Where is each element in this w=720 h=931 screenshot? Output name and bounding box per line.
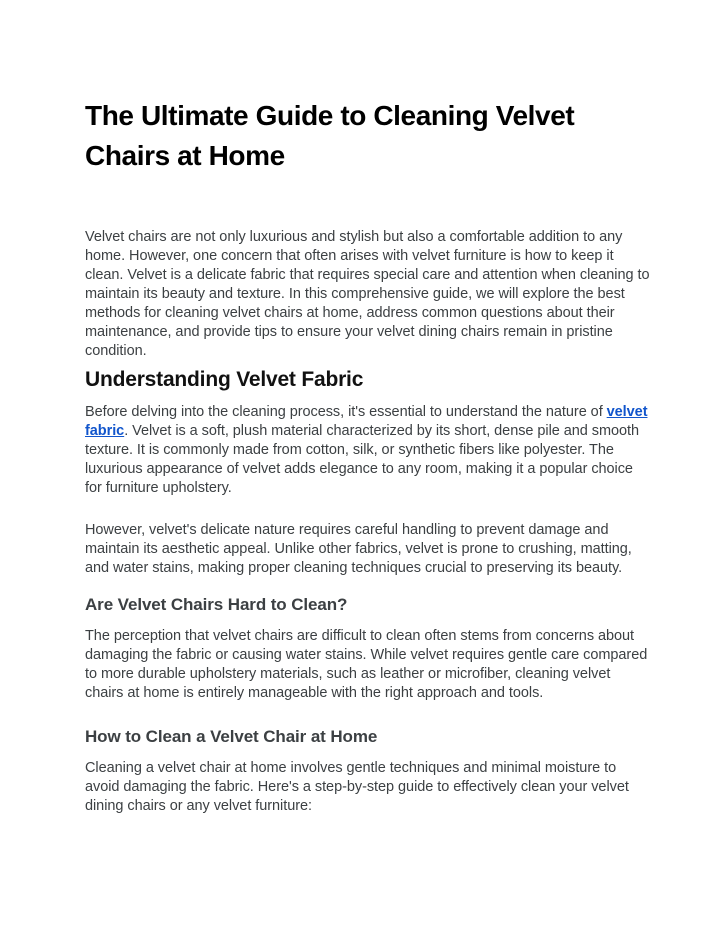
document-title: The Ultimate Guide to Cleaning Velvet Chairs at Home <box>85 100 575 171</box>
subsection-heading-are-velvet-chairs-hard-to-clean: Are Velvet Chairs Hard to Clean? <box>85 595 348 614</box>
how-to-clean-paragraph: Cleaning a velvet chair at home involves gentle techniques and minimal moisture to avoid damaging the fabric. Here's a step-by-step guide to effectively clean your velvet dining chairs or any velvet furniture: <box>85 760 629 814</box>
intro-paragraph: Velvet chairs are not only luxurious and stylish but also a comfortable addition to any home. However, one concern that often arises with velvet furniture is how to keep it clean. Velvet is a delicate fabric that requires special care and attention when cleaning to maintain its beauty and texture. In this comprehensive guide, we will explore the best methods for cleaning velvet chairs at home, address common questions about their maintenance, and provide tips to ensure your velvet dining chairs remain in pristine condition. <box>85 229 650 359</box>
section-heading-understanding-velvet-fabric: Understanding Velvet Fabric <box>85 368 364 391</box>
understanding-paragraph-text-after-link: . Velvet is a soft, plush material characterized by its short, dense pile and smooth texture. It is commonly made from cotton, silk, or synthetic fibers like polyester. The luxurious appearance of velvet adds elegance to any room, making it a popular choice for furniture upholstery. <box>85 423 640 496</box>
understanding-paragraph-text-before-link: Before delving into the cleaning process, it's essential to understand the nature of <box>85 404 607 420</box>
hard-to-clean-paragraph: The perception that velvet chairs are difficult to clean often stems from concerns about damaging the fabric or causing water stains. While velvet requires gentle care compared to more durable upholstery materials, such as leather or microfiber, cleaning velvet chairs at home is entirely manageable with the right approach and tools. <box>85 628 648 701</box>
understanding-paragraph-2: However, velvet's delicate nature requires careful handling to prevent damage and maintain its aesthetic appeal. Unlike other fabrics, velvet is prone to crushing, matting, and water stains, making proper cleaning techniques crucial to preserving its beauty. <box>85 522 632 576</box>
subsection-heading-how-to-clean-a-velvet-chair: How to Clean a Velvet Chair at Home <box>85 727 378 746</box>
understanding-paragraph-1 <box>85 403 650 498</box>
velvet-fabric-link[interactable]: velvet fabric <box>85 404 648 439</box>
